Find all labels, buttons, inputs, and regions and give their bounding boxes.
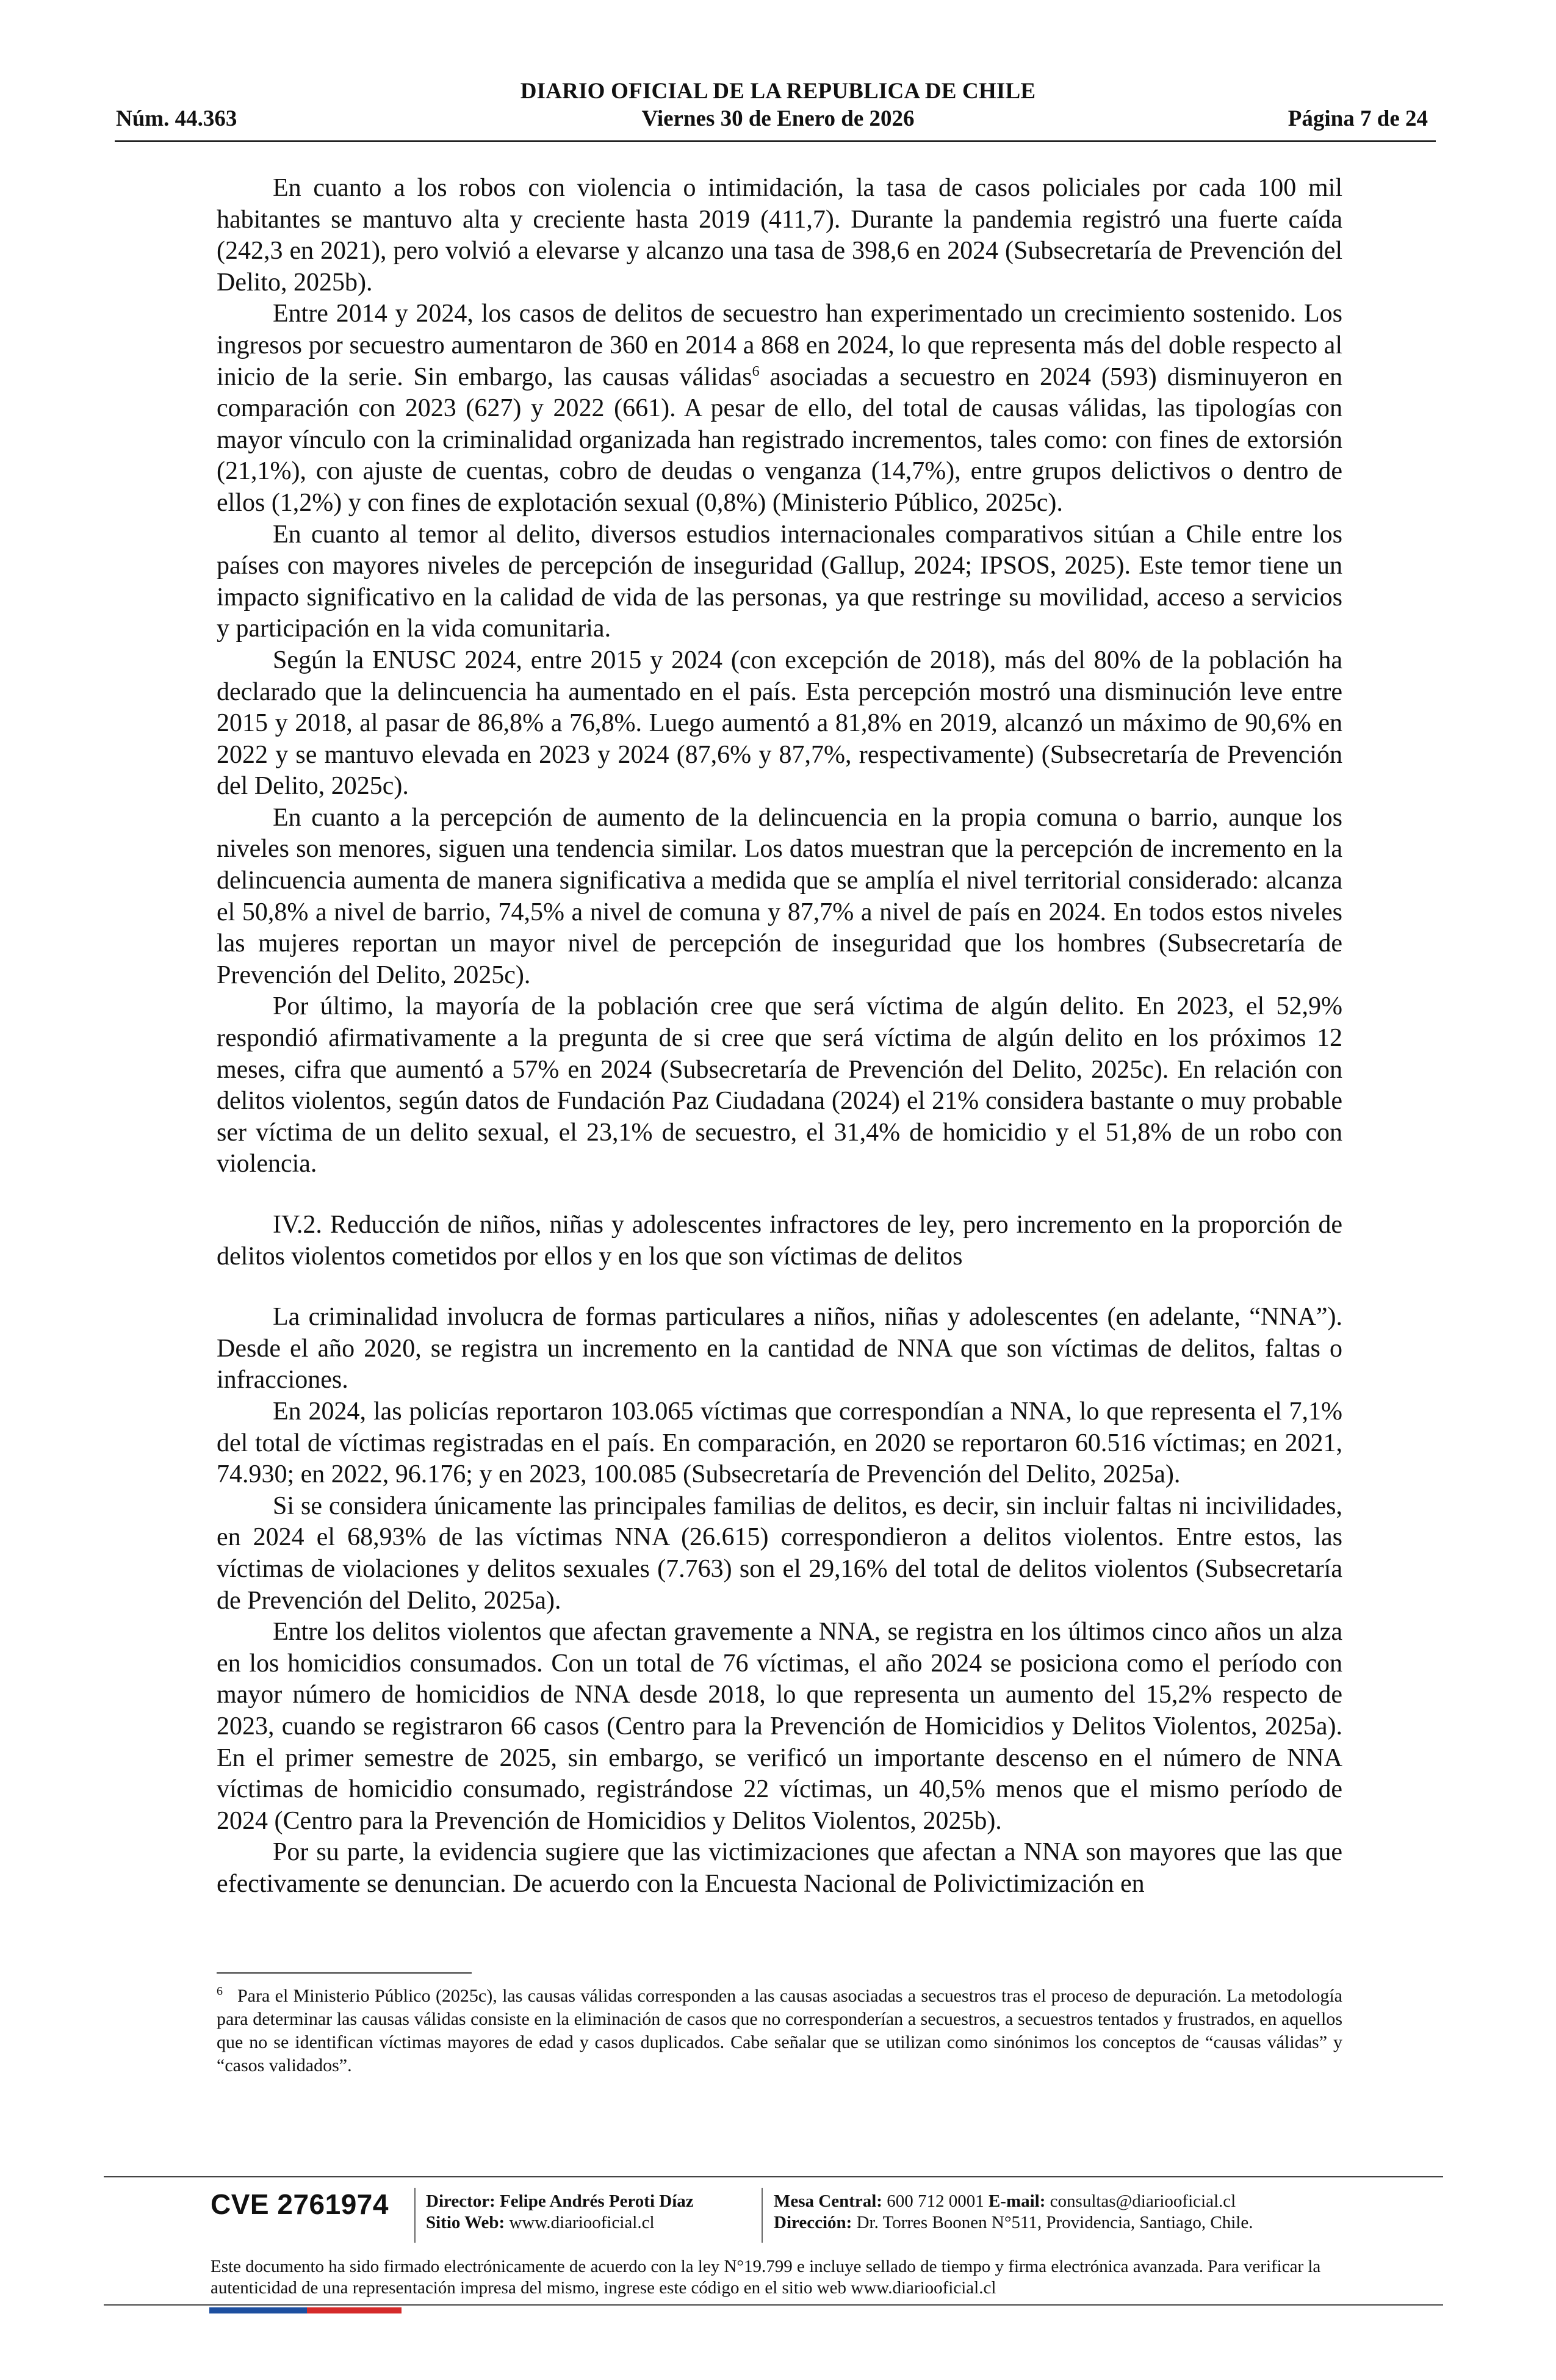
paragraph: Por último, la mayoría de la población cree que será víctima de algún delito. En 2023, el 52,9% respondió afirmativamente a la pregunta de si cree que será víctima de algún delito en los próximos 12 meses, cifra que aumentó a 57% en 2024 (Subsecretaría de Prevención del Delito, 2025c). En relación con delitos violentos, según datos de Fundación Paz Ciudadana (2024) el 21% considera bastante o muy probable ser víctima de un delito sexual, el 23,1% de secuestro, el 31,4% de homicidio y el 51,8% de un robo con violencia. <box>217 992 1342 1178</box>
issue-date: Viernes 30 de Enero de 2026 <box>641 106 915 131</box>
flag-stripe-blue <box>209 2307 307 2313</box>
paragraph: Según la ENUSC 2024, entre 2015 y 2024 (con excepción de 2018), más del 80% de la población ha declarado que la delincuencia ha aumentado en el país. Esta percepción mostró una disminución leve entre 2015 y 2018, al pasar de 86,8% a 76,8%. Luego aumentó a 81,8% en 2019, alcanzó un máximo de 90,6% en 2022 y se mantuvo elevada en 2023 y 2024 (87,6% y 87,7%, respectivamente) (Subsecretaría de Prevención del Delito, 2025c). <box>217 646 1342 801</box>
header-divider <box>115 140 1436 142</box>
footnote-reference: 6 <box>752 363 760 380</box>
paragraph: Entre los delitos violentos que afectan gravemente a NNA, se registra en los últimos cinco años un alza en los homicidios consumados. Con un total de 76 víctimas, el año 2024 se posiciona como el período con mayor número de homicidios de NNA desde 2018, lo que representa un aumento del 15,2% respecto de 2023, cuando se registraron 66 casos (Centro para la Prevención de Homicidios y Delitos Violentos, 2025a). En el primer semestre de 2025, sin embargo, se verificó un importante descenso en el número de NNA víctimas de homicidio consumado, registrándose 22 víctimas, un 40,5% menos que el mismo período de 2024 (Centro para la Prevención de Homicidios y Delitos Violentos, 2025b). <box>217 1618 1342 1835</box>
footnote-mark: 6 <box>217 1985 223 1998</box>
director-name: Felipe Andrés Peroti Díaz <box>500 2191 694 2211</box>
footer-contact-block <box>774 2191 1253 2234</box>
address-label: Dirección: <box>774 2213 852 2232</box>
paragraph: Por su parte, la evidencia sugiere que las victimizaciones que afectan a NNA son mayores que las que efectivamente se denuncian. De acuerdo con la Encuesta Nacional de Polivictimización en <box>217 1838 1342 1898</box>
footnote-divider <box>217 1972 472 1974</box>
newspaper-title: DIARIO OFICIAL DE LA REPUBLICA DE CHILE <box>520 79 1036 104</box>
footer-separator <box>762 2188 763 2243</box>
cve-code: CVE 2761974 <box>211 2188 389 2220</box>
spacer <box>217 1180 1342 1210</box>
paragraph <box>217 298 1342 519</box>
page-number: Página 7 de 24 <box>1288 106 1428 131</box>
paragraph: En cuanto a la percepción de aumento de la delincuencia en la propia comuna o barrio, aunque los niveles son menores, siguen una tendencia similar. Los datos muestran que la percepción de incremento en la delincuencia aumenta de manera significativa a medida que se amplía el nivel territorial considerado: alcanza el 50,8% a nivel de barrio, 74,5% a nivel de comuna y 87,7% a nivel de país en 2024. En todos estos niveles las mujeres reportan un mayor nivel de percepción de inseguridad que los hombres (Subsecretaría de Prevención del Delito, 2025c). <box>217 803 1342 989</box>
director-label: Director: <box>426 2191 495 2211</box>
website-label: Sitio Web: <box>426 2213 505 2232</box>
website-link[interactable]: www.diariooficial.cl <box>509 2213 655 2232</box>
article-body <box>217 173 1342 1900</box>
section-heading: IV.2. Reducción de niños, niñas y adolescentes infractores de ley, pero incremento en la proporción de delitos violentos cometidos por ellos y en los que son víctimas de delitos <box>217 1211 1342 1271</box>
spacer <box>217 1272 1342 1302</box>
email-label: E-mail: <box>988 2191 1046 2211</box>
address-value: Dr. Torres Boonen N°511, Providencia, Santiago, Chile. <box>856 2213 1253 2232</box>
footer-director-block <box>426 2191 694 2234</box>
paragraph: La criminalidad involucra de formas particulares a niños, niñas y adolescentes (en adelante, “NNA”). Desde el año 2020, se registra un incremento en la cantidad de NNA que son víctimas de delitos, faltas o infracciones. <box>217 1303 1342 1394</box>
flag-stripe-red <box>307 2307 402 2313</box>
mesa-phone: 600 712 0001 <box>887 2191 984 2211</box>
footnote <box>217 1985 1342 2077</box>
footer-divider-top <box>104 2176 1443 2177</box>
footnote-text: Para el Ministerio Público (2025c), las causas válidas corresponden a las causas asociadas a secuestros tras el proceso de depuración. La metodología para determinar las causas válidas consiste en la eliminación de casos que no corresponderían a secuestros, a secuestros tentados y frustrados, en aquellos que no se identifican víctimas mayores de edad y casos duplicados. Cabe señalar que se utilizan como sinónimos los conceptos de “causas válidas” y “casos validados”. <box>217 1986 1342 2075</box>
footer-divider-bottom <box>104 2304 1443 2306</box>
issue-number: Núm. 44.363 <box>116 106 237 131</box>
email-link[interactable]: consultas@diariooficial.cl <box>1050 2191 1236 2211</box>
paragraph: En cuanto a los robos con violencia o intimidación, la tasa de casos policiales por cada 100 mil habitantes se mantuvo alta y creciente hasta 2019 (411,7). Durante la pandemia registró una fuerte caída (242,3 en 2021), pero volvió a elevarse y alcanzo una tasa de 398,6 en 2024 (Subsecretaría de Prevención del Delito, 2025b). <box>217 174 1342 297</box>
paragraph: En cuanto al temor al delito, diversos estudios internacionales comparativos sitúan a Chile entre los países con mayores niveles de percepción de inseguridad (Gallup, 2024; IPSOS, 2025). Este temor tiene un impacto significativo en la calidad de vida de las personas, ya que restringe su movilidad, acceso a servicios y participación en la vida comunitaria. <box>217 520 1342 643</box>
footer-separator <box>414 2188 416 2243</box>
paragraph: Si se considera únicamente las principales familias de delitos, es decir, sin incluir faltas ni incivilidades, en 2024 el 68,93% de las víctimas NNA (26.615) correspondieron a delitos violentos. Entre estos, las víctimas de violaciones y delitos sexuales (7.763) son el 29,16% del total de delitos violentos (Subsecretaría de Prevención del Delito, 2025a). <box>217 1491 1342 1615</box>
paragraph: En 2024, las policías reportaron 103.065 víctimas que correspondían a NNA, lo que representa el 7,1% del total de víctimas registradas en el país. En comparación, en 2020 se reportaron 60.516 víctimas; en 2021, 74.930; en 2022, 96.176; y en 2023, 100.085 (Subsecretaría de Prevención del Delito, 2025a). <box>217 1397 1342 1489</box>
mesa-label: Mesa Central: <box>774 2191 882 2211</box>
paragraph-text: asociadas a secuestro en 2024 (593) disminuyeron en comparación con 2023 (627) y 2022 (661). A pesar de ello, del total de causas válidas, las tipologías con mayor vínculo con la criminalidad organizada han registrado incrementos, tales como: con fines de extorsión (21,1%), con ajuste de cuentas, cobro de deudas o venganza (14,7%), entre grupos delictivos o dentro de ellos (1,2%) y con fines de explotación sexual (0,8%) (Ministerio Público, 2025c). <box>217 362 1342 517</box>
paragraph-text: Entre 2014 y 2024, los casos de delitos de secuestro han experimentado un crecimiento sostenido. Los ingresos por secuestro aumentaron de 360 en 2014 a 868 en 2024, lo que representa más del doble respecto al inicio de la serie. Sin embargo, las causas válidas <box>217 300 1342 391</box>
signature-note: Este documento ha sido firmado electrónicamente de acuerdo con la ley N°19.799 e incluye sellado de tiempo y firma electrónica avanzada. Para verificar la autenticidad de una representación impresa del mismo, ingrese este código en el sitio web www.diariooficial.cl <box>211 2257 1321 2298</box>
